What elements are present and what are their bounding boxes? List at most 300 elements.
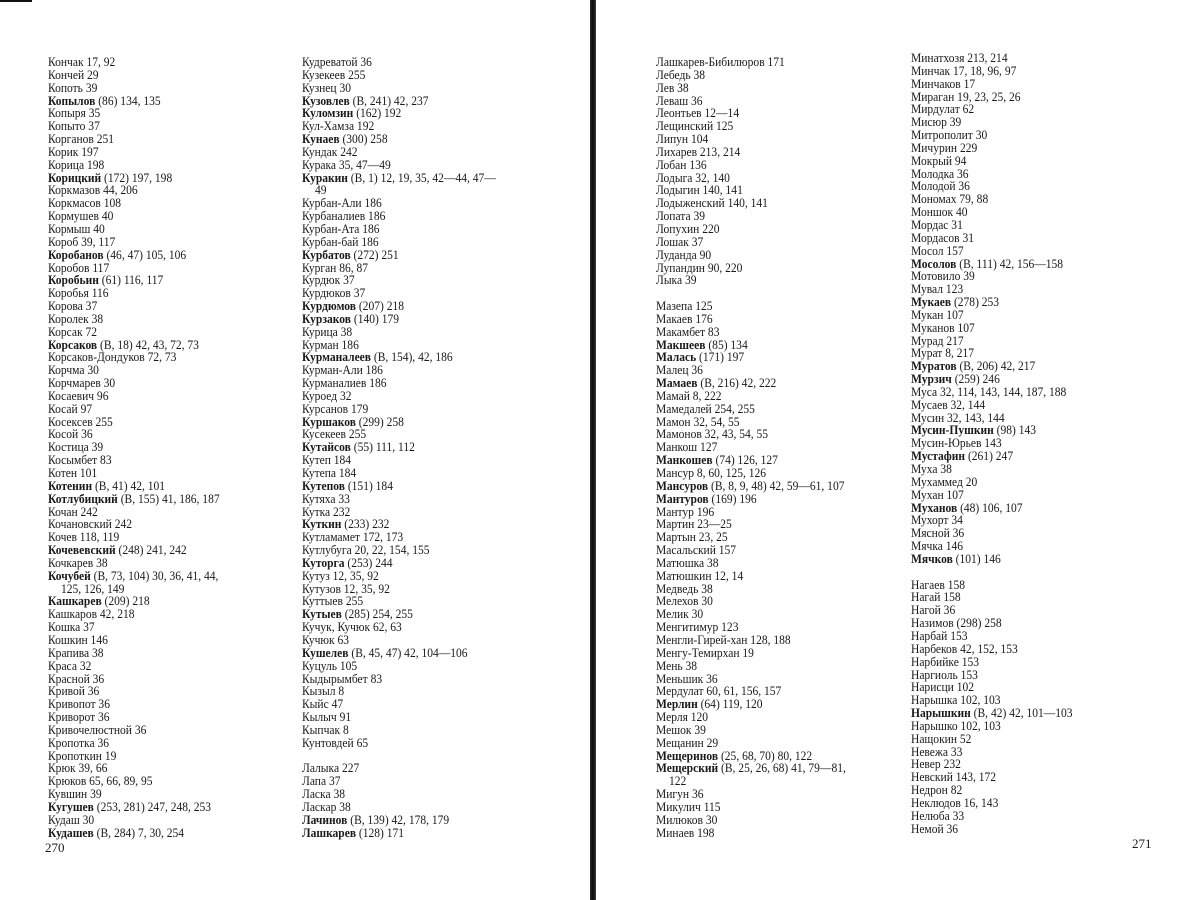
entry-text: Невежа 33 (911, 744, 963, 759)
entry-surname-bold: Куршаков (302, 414, 356, 429)
entry-surname-bold: Корицкий (48, 170, 102, 185)
entry-surname-bold: Кудашев (48, 825, 94, 840)
entry-surname-bold: Курзаков (302, 311, 351, 326)
entry-text: Мясной 36 (911, 526, 965, 541)
entry-text: Мигун 36 (656, 787, 704, 802)
entry-surname-bold: Кутепов (302, 478, 345, 493)
entry-text: (248) 241, 242 (115, 543, 187, 558)
entry-text: Корчмарев 30 (48, 376, 116, 391)
entry-text: Минаев 198 (656, 825, 715, 840)
entry-text: Мячка 146 (911, 539, 964, 554)
entry-text: Кудреватой 36 (302, 55, 372, 69)
entry-text: Липун 104 (656, 132, 709, 147)
entry-text: Масальский 157 (656, 543, 737, 558)
entry-text: Назимов (298) 258 (911, 616, 1002, 631)
entry-text: Кашкаров 42, 218 (48, 607, 135, 622)
index-entry (911, 553, 1073, 566)
entry-surname-bold: Коробьин (48, 273, 99, 288)
entry-text: Кызыл 8 (302, 684, 345, 699)
entry-text: Курдюков 37 (302, 286, 366, 301)
entry-text: (171) 197 (696, 350, 745, 365)
entry-surname-bold: Кутыев (302, 607, 342, 622)
entry-text: (261) 247 (965, 449, 1014, 464)
entry-text: (140) 179 (350, 311, 399, 326)
entry-surname-bold: Мустафин (911, 449, 966, 464)
entry-surname-bold: Кутайсов (302, 440, 351, 455)
entry-text: Кончак 17, 92 (48, 55, 116, 69)
entry-text: (86) 134, 135 (95, 93, 161, 108)
entry-text: Мерля 120 (656, 710, 709, 725)
entry-text: Коробов 117 (48, 260, 110, 275)
index-entry (302, 827, 496, 840)
entry-text: (61) 116, 117 (98, 273, 164, 288)
index-entry (911, 823, 1073, 836)
entry-text: Косымбет 83 (48, 453, 112, 468)
entry-surname-bold: Лачинов (302, 812, 348, 827)
entry-text: Корганов 251 (48, 132, 115, 147)
entry-text: Моншок 40 (911, 205, 968, 220)
entry-text: Куроед 32 (302, 388, 352, 403)
entry-surname-bold: Мантуров (656, 491, 709, 506)
entry-text: Нелюба 33 (911, 808, 965, 823)
entry-text: Мелик 30 (656, 607, 704, 622)
entry-text: Корчма 30 (48, 363, 99, 378)
entry-text: Курман-Али 186 (302, 363, 383, 378)
entry-surname-bold: Курбатов (302, 247, 351, 262)
entry-surname-bold: Лашкарев (302, 825, 357, 840)
entry-text: Кузнец 30 (302, 80, 351, 95)
entry-text: Кочан 242 (48, 504, 98, 519)
entry-surname-bold: Мосолов (911, 256, 957, 271)
entry-surname-bold: Кунаев (302, 132, 340, 147)
entry-text: Муканов 107 (911, 320, 975, 335)
entry-text: (В, 42) 42, 101—103 (970, 706, 1073, 721)
entry-text: Невер 232 (911, 757, 961, 772)
entry-text: Кошкин 146 (48, 632, 108, 647)
entry-text: Мисюр 39 (911, 115, 962, 130)
entry-text: Кучук, Кучюк 62, 63 (302, 620, 402, 635)
entry-text: (В, 73, 104) 30, 36, 41, 44, (90, 568, 219, 583)
index-column-3 (656, 56, 846, 839)
entry-text: (48) 106, 107 (957, 500, 1023, 515)
entry-text: Кончей 29 (48, 67, 99, 82)
entry-text: Кутуз 12, 35, 92 (302, 568, 379, 583)
entry-surname-bold: Нарышкин (911, 706, 971, 721)
entry-text: Курбан-Ата 186 (302, 221, 380, 236)
index-column-4 (911, 52, 1073, 835)
entry-text: Нарышко 102, 103 (911, 718, 1001, 733)
entry-text: Медведь 38 (656, 581, 713, 596)
entry-text: Королек 38 (48, 311, 104, 326)
entry-text: Мусин-Юрьев 143 (911, 436, 1002, 451)
entry-text: Куттыев 255 (302, 594, 364, 609)
entry-text: Коркмазов 44, 206 (48, 183, 138, 198)
index-entry (302, 172, 496, 185)
entry-text: Недрон 82 (911, 783, 963, 798)
entry-text: Мордас 31 (911, 217, 963, 232)
entry-surname-bold: Кугушев (48, 799, 94, 814)
entry-surname-bold: Копылов (48, 93, 96, 108)
entry-text: Наргиоль 153 (911, 667, 978, 682)
entry-surname-bold: Корсаков (48, 337, 98, 352)
entry-text: (253, 281) 247, 248, 253 (93, 799, 212, 814)
entry-text: Кундак 242 (302, 144, 358, 159)
entry-text: Кривопот 36 (48, 697, 110, 712)
entry-text: (В, 284) 7, 30, 254 (93, 825, 185, 840)
entry-surname-bold: Мукаев (911, 295, 952, 310)
entry-text: Кутлубуга 20, 22, 154, 155 (302, 543, 430, 558)
entry-text: Корик 197 (48, 144, 99, 159)
entry-text: Мичурин 229 (911, 140, 978, 155)
entry-text: Нарбай 153 (911, 628, 968, 643)
entry-text: Лашкарев-Бибилюров 171 (656, 55, 785, 69)
entry-surname-bold: Куракин (302, 170, 348, 185)
entry-text: (25, 68, 70) 80, 122 (718, 748, 813, 763)
entry-text: Курман 186 (302, 337, 359, 352)
entry-text: Лебедь 38 (656, 67, 706, 82)
entry-surname-bold: Мещерский (656, 761, 719, 776)
entry-text: Кропоткин 19 (48, 748, 117, 763)
entry-surname-bold: Котлубицкий (48, 491, 118, 506)
entry-text: Копыто 37 (48, 119, 100, 134)
entry-text: (285) 254, 255 (341, 607, 413, 622)
entry-text: (В, 155) 41, 186, 187 (117, 491, 220, 506)
entry-text: (209) 218 (101, 594, 150, 609)
entry-text: (В, 25, 26, 68) 41, 79—81, (718, 761, 846, 776)
entry-text: (46, 47) 105, 106 (103, 247, 187, 262)
entry-text: Косексев 255 (48, 414, 113, 429)
entry-text: Нагай 158 (911, 590, 961, 605)
entry-surname-bold: Кочевевский (48, 543, 116, 558)
entry-text: Краса 32 (48, 658, 92, 673)
entry-text: Мердулат 60, 61, 156, 157 (656, 684, 782, 699)
entry-surname-bold: Мерлин (656, 697, 698, 712)
entry-text: Молодой 36 (911, 179, 970, 194)
entry-text: Невский 143, 172 (911, 770, 997, 785)
entry-text: Кутяха 33 (302, 491, 350, 506)
entry-text: (В, 206) 42, 217 (956, 359, 1036, 374)
entry-text: Красной 36 (48, 671, 105, 686)
entry-text: Нагой 36 (911, 603, 956, 618)
entry-text: Курсанов 179 (302, 401, 369, 416)
entry-text: Нарбийке 153 (911, 654, 979, 669)
entry-text: Косай 97 (48, 401, 93, 416)
entry-text: Кутузов 12, 35, 92 (302, 581, 390, 596)
entry-text: 125, 126, 149 (61, 581, 125, 596)
entry-text: Коробья 116 (48, 286, 109, 301)
entry-text: (207) 218 (355, 299, 404, 314)
entry-text: Мономах 79, 88 (911, 192, 989, 207)
entry-text: (169) 196 (708, 491, 757, 506)
entry-text: Лыка 39 (656, 273, 697, 288)
entry-text: Мурад 217 (911, 333, 964, 348)
entry-text: Крюк 39, 66 (48, 761, 108, 776)
entry-text: Лопата 39 (656, 209, 705, 224)
entry-text: Луданда 90 (656, 247, 712, 262)
entry-text: Кылыч 91 (302, 710, 352, 725)
entry-text: Мамай 8, 222 (656, 388, 722, 403)
entry-text: (В, 8, 9, 48) 42, 59—61, 107 (708, 478, 845, 493)
entry-text: Мусаев 32, 144 (911, 397, 986, 412)
entry-text: Лупандин 90, 220 (656, 260, 743, 275)
entry-text: Кунтовдей 65 (302, 735, 369, 750)
entry-text: 122 (669, 774, 687, 789)
entry-text: (В, 111) 42, 156—158 (956, 256, 1064, 271)
right-page (600, 0, 1200, 900)
entry-text: Кутка 232 (302, 504, 351, 519)
page-number: 271 (1132, 836, 1152, 851)
entry-text: Немой 36 (911, 821, 959, 836)
entry-text: Лодыгин 140, 141 (656, 183, 743, 198)
entry-text: Кул-Хамза 192 (302, 119, 375, 134)
entry-text: Митрополит 30 (911, 128, 988, 143)
entry-surname-bold: Мусин-Пушкин (911, 423, 994, 438)
entry-surname-bold: Куторга (302, 555, 345, 570)
entry-text: (300) 258 (339, 132, 388, 147)
index-entry (656, 274, 846, 287)
entry-text: Мелехов 30 (656, 594, 713, 609)
entry-text: Криворот 36 (48, 710, 110, 725)
entry-text: Курица 38 (302, 324, 353, 339)
entry-surname-bold: Куломзин (302, 106, 354, 121)
entry-text: Неклюдов 16, 143 (911, 795, 999, 810)
entry-text: (64) 119, 120 (697, 697, 763, 712)
entry-text: (128) 171 (356, 825, 405, 840)
left-page (0, 0, 590, 900)
entry-text: Нарышка 102, 103 (911, 693, 1001, 708)
entry-text: Лобан 136 (656, 157, 707, 172)
entry-text: Кувшин 39 (48, 787, 102, 802)
entry-text: Лошак 37 (656, 234, 704, 249)
entry-text: Минчаков 17 (911, 76, 976, 91)
entry-text: Кучюк 63 (302, 632, 349, 647)
entry-text: Мазепа 125 (656, 299, 713, 314)
entry-text: Мамонов 32, 43, 54, 55 (656, 427, 769, 442)
entry-surname-bold: Муханов (911, 500, 958, 515)
entry-surname-bold: Манкошев (656, 453, 713, 468)
entry-text: Мотовило 39 (911, 269, 975, 284)
entry-text: Леонтьев 12—14 (656, 106, 740, 121)
entry-text: Кочкарев 38 (48, 555, 108, 570)
entry-text: Кропотка 36 (48, 735, 109, 750)
entry-surname-bold: Куткин (302, 517, 342, 532)
entry-text: 49 (315, 183, 327, 198)
entry-text: Малец 36 (656, 363, 703, 378)
entry-surname-bold: Малась (656, 350, 697, 365)
entry-text: Кыдырымбет 83 (302, 671, 383, 686)
entry-surname-bold: Муратов (911, 359, 957, 374)
entry-text: Мухан 107 (911, 487, 964, 502)
entry-text: (В, 41) 42, 101 (92, 478, 166, 493)
entry-text: Мокрый 94 (911, 153, 967, 168)
entry-surname-bold: Курманалеев (302, 350, 372, 365)
index-entry (656, 827, 846, 840)
entry-text: Кыйс 47 (302, 697, 344, 712)
entry-text: Крюков 65, 66, 89, 95 (48, 774, 153, 789)
entry-surname-bold: Мячков (911, 551, 953, 566)
entry-text: Минчак 17, 18, 96, 97 (911, 63, 1017, 78)
entry-text: (299) 258 (355, 414, 404, 429)
entry-text: (В, 216) 42, 222 (697, 376, 777, 391)
entry-text: (98) 143 (993, 423, 1036, 438)
entry-text: Курган 86, 87 (302, 260, 369, 275)
entry-text: (162) 192 (353, 106, 402, 121)
entry-text: Лещинский 125 (656, 119, 734, 134)
entry-text: Матюшка 38 (656, 555, 719, 570)
entry-text: Мешок 39 (656, 722, 706, 737)
entry-text: (85) 134 (705, 337, 748, 352)
entry-text: Лодыженский 140, 141 (656, 196, 768, 211)
entry-text: Копыря 35 (48, 106, 101, 121)
entry-text: Мещанин 29 (656, 735, 719, 750)
entry-text: Кочановский 242 (48, 517, 133, 532)
index-column-2 (302, 56, 496, 839)
entry-text: Манкош 127 (656, 440, 718, 455)
entry-text: (101) 146 (952, 551, 1001, 566)
entry-text: Лопухин 220 (656, 221, 720, 236)
entry-text: Мусин 32, 143, 144 (911, 410, 1005, 425)
entry-text: Ласка 38 (302, 787, 345, 802)
entry-text: Нарбеков 42, 152, 153 (911, 641, 1018, 656)
entry-text: (233) 232 (341, 517, 390, 532)
entry-text: Копоть 39 (48, 80, 98, 95)
page-number: 270 (45, 840, 65, 855)
entry-surname-bold: Мещеринов (656, 748, 719, 763)
entry-text: Мантур 196 (656, 504, 715, 519)
entry-text: (В, 45, 47) 42, 104—106 (348, 645, 468, 660)
entry-text: Лихарев 213, 214 (656, 144, 741, 159)
entry-text: Лев 38 (656, 80, 689, 95)
entry-text: Макаев 176 (656, 311, 713, 326)
entry-text: (74) 126, 127 (712, 453, 778, 468)
entry-text: Котен 101 (48, 466, 98, 480)
entry-text: Курдюк 37 (302, 273, 355, 288)
entry-text: (259) 246 (951, 372, 1000, 387)
index-column-1 (48, 56, 220, 839)
entry-text: Крапива 38 (48, 645, 104, 660)
entry-text: Кормушев 40 (48, 209, 114, 224)
entry-text: Мансур 8, 60, 125, 126 (656, 466, 767, 480)
entry-text: (В, 241) 42, 237 (349, 93, 429, 108)
entry-text: Корица 198 (48, 157, 105, 172)
entry-surname-bold: Курдюмов (302, 299, 356, 314)
entry-text: Мурат 8, 217 (911, 346, 975, 361)
entry-text: Кудаш 30 (48, 812, 95, 827)
entry-text: Корсак 72 (48, 324, 98, 339)
entry-text: Ласкар 38 (302, 799, 351, 814)
entry-text: Макамбет 83 (656, 324, 720, 339)
index-entry (48, 827, 220, 840)
entry-text: Кормыш 40 (48, 221, 105, 236)
entry-text: (151) 184 (344, 478, 393, 493)
entry-text: Мухорт 34 (911, 513, 963, 528)
entry-text: Мамон 32, 54, 55 (656, 414, 740, 429)
entry-surname-bold: Мамаев (656, 376, 698, 391)
entry-text: Короб 39, 117 (48, 234, 116, 249)
entry-text: (172) 197, 198 (101, 170, 173, 185)
entry-text: (55) 111, 112 (350, 440, 415, 455)
entry-text: Корсаков-Дондуков 72, 73 (48, 350, 177, 365)
entry-text: Кривой 36 (48, 684, 100, 699)
entry-text: Курманалиев 186 (302, 376, 387, 391)
entry-text: Костица 39 (48, 440, 104, 455)
entry-text: Нарисци 102 (911, 680, 974, 695)
entry-text: Курака 35, 47—49 (302, 157, 391, 172)
entry-text: Курбан-бай 186 (302, 234, 379, 249)
entry-text: Корова 37 (48, 299, 98, 314)
entry-text: Муха 38 (911, 462, 952, 476)
entry-text: Мухаммед 20 (911, 474, 978, 489)
entry-text: Мартын 23, 25 (656, 530, 728, 545)
entry-text: Милюков 30 (656, 812, 718, 827)
book-spine (590, 0, 596, 900)
entry-text: Молодка 36 (911, 166, 969, 181)
entry-text: Мувал 123 (911, 282, 964, 297)
entry-text: Нагаев 158 (911, 577, 966, 592)
entry-text: Мираган 19, 23, 25, 26 (911, 89, 1021, 104)
entry-text: Косаевич 96 (48, 388, 109, 403)
entry-text: Мартин 23—25 (656, 517, 732, 532)
entry-text: Косой 36 (48, 427, 93, 442)
entry-text: Кривочелюстной 36 (48, 722, 147, 737)
entry-text: Нащокин 52 (911, 731, 972, 746)
entry-text: Лалыка 227 (302, 761, 360, 776)
entry-text: (253) 244 (344, 555, 393, 570)
entry-text: (В, 18) 42, 43, 72, 73 (97, 337, 199, 352)
index-entry (302, 737, 496, 750)
entry-text: Матюшкин 12, 14 (656, 568, 744, 583)
entry-text: Кутламамет 172, 173 (302, 530, 404, 545)
entry-text: Мордасов 31 (911, 230, 975, 245)
entry-text: Кочев 118, 119 (48, 530, 120, 545)
entry-text: Меньшик 36 (656, 671, 718, 686)
entry-text: Кузекеев 255 (302, 67, 366, 82)
entry-text: Мень 38 (656, 658, 698, 673)
entry-text: Менгитимур 123 (656, 620, 739, 635)
entry-text: Лапа 37 (302, 774, 341, 789)
entry-text: Мирдулат 62 (911, 102, 975, 117)
entry-text: Леваш 36 (656, 93, 703, 108)
entry-text: Мукан 107 (911, 307, 964, 322)
entry-text: Кутеп 184 (302, 453, 352, 468)
entry-text: Минатхозя 213, 214 (911, 51, 1008, 65)
entry-text: (В, 154), 42, 186 (371, 350, 453, 365)
entry-text: Менгу-Темирхан 19 (656, 645, 754, 660)
entry-text: Мамедалей 254, 255 (656, 401, 755, 416)
entry-text: (В, 1) 12, 19, 35, 42—44, 47— (347, 170, 496, 185)
entry-text: Кыпчак 8 (302, 722, 349, 737)
entry-text: Кутепа 184 (302, 466, 357, 480)
entry-surname-bold: Кушелев (302, 645, 349, 660)
entry-surname-bold: Макшеев (656, 337, 706, 352)
entry-text: Курбан-Али 186 (302, 196, 382, 211)
entry-text: Муса 32, 114, 143, 144, 187, 188 (911, 384, 1067, 399)
entry-text: Лодыга 32, 140 (656, 170, 730, 185)
entry-surname-bold: Кашкарев (48, 594, 102, 609)
entry-surname-bold: Коробанов (48, 247, 104, 262)
entry-text: Коркмасов 108 (48, 196, 122, 211)
entry-text: Менгли-Гирей-хан 128, 188 (656, 632, 791, 647)
entry-text: (В, 139) 42, 178, 179 (347, 812, 450, 827)
entry-text: Кошка 37 (48, 620, 95, 635)
entry-surname-bold: Мансуров (656, 478, 709, 493)
entry-text: Курбаналиев 186 (302, 209, 386, 224)
entry-surname-bold: Котенин (48, 478, 93, 493)
entry-surname-bold: Кочубей (48, 568, 91, 583)
entry-text: (272) 251 (350, 247, 399, 262)
entry-text: Мосол 157 (911, 243, 964, 258)
entry-text: Микулич 115 (656, 799, 721, 814)
